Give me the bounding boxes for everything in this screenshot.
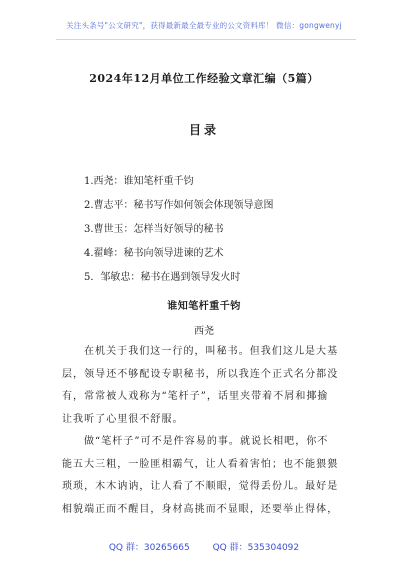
toc-item: 5．邹敏忠：秘书在遇到领导发火时 [84, 272, 241, 283]
footer-qq-group-2: QQ 群：535304092 [212, 543, 300, 553]
body-line: 相貌端正而不醒目，身材高挑而不显眼，还要举止得体， [62, 503, 339, 515]
table-of-contents [84, 170, 354, 290]
body-line: 能五大三粗，一脸匪相霸气，让人看着害怕；也不能猥猥 [62, 458, 339, 470]
article-author: 西尧 [194, 326, 214, 337]
article-title: 谁知笔杆重千钧 [167, 301, 241, 312]
body-line: 层，领导还不够配设专职秘书，所以我连个正式名分都没 [62, 368, 339, 380]
body-line: 让我听了心里很不舒服。 [62, 413, 184, 425]
toc-item: 1.西尧：谁知笔杆重千钧 [84, 176, 194, 187]
toc-item: 3.曹世玉：怎样当好领导的秘书 [84, 224, 224, 235]
body-line: 有，常常被人戏称为“笔杆子”，话里夹带着不屑和揶揄 [62, 391, 329, 402]
footer-contact [0, 540, 408, 553]
header-divider [56, 39, 356, 40]
document-title: 2024年12月单位工作经验文章汇编（5篇） [89, 72, 319, 85]
toc-item: 2.曹志平：秘书写作如何领会体现领导意图 [84, 200, 274, 211]
article-body [62, 341, 352, 521]
toc-heading: 目录 [188, 123, 219, 137]
body-line: 琐琐，木木讷讷，让人看了不顺眼，觉得丢份儿。最好是 [62, 481, 339, 492]
body-line: 在机关于我们这一行的，叫秘书。但我们这儿是大基 [84, 346, 339, 357]
toc-item: 4.翟峰：秘书向领导进谏的艺术 [84, 248, 224, 259]
header-promo-note: 关注头条号"公文研究"，获得最新最全最专业的公文资料库！ 微信：gongwenyj [66, 21, 342, 30]
footer-qq-group-1: QQ 群：30265665 [108, 543, 190, 553]
body-line: 做“笔杆子”可不是件容易的事。就说长相吧，你不 [84, 436, 329, 447]
